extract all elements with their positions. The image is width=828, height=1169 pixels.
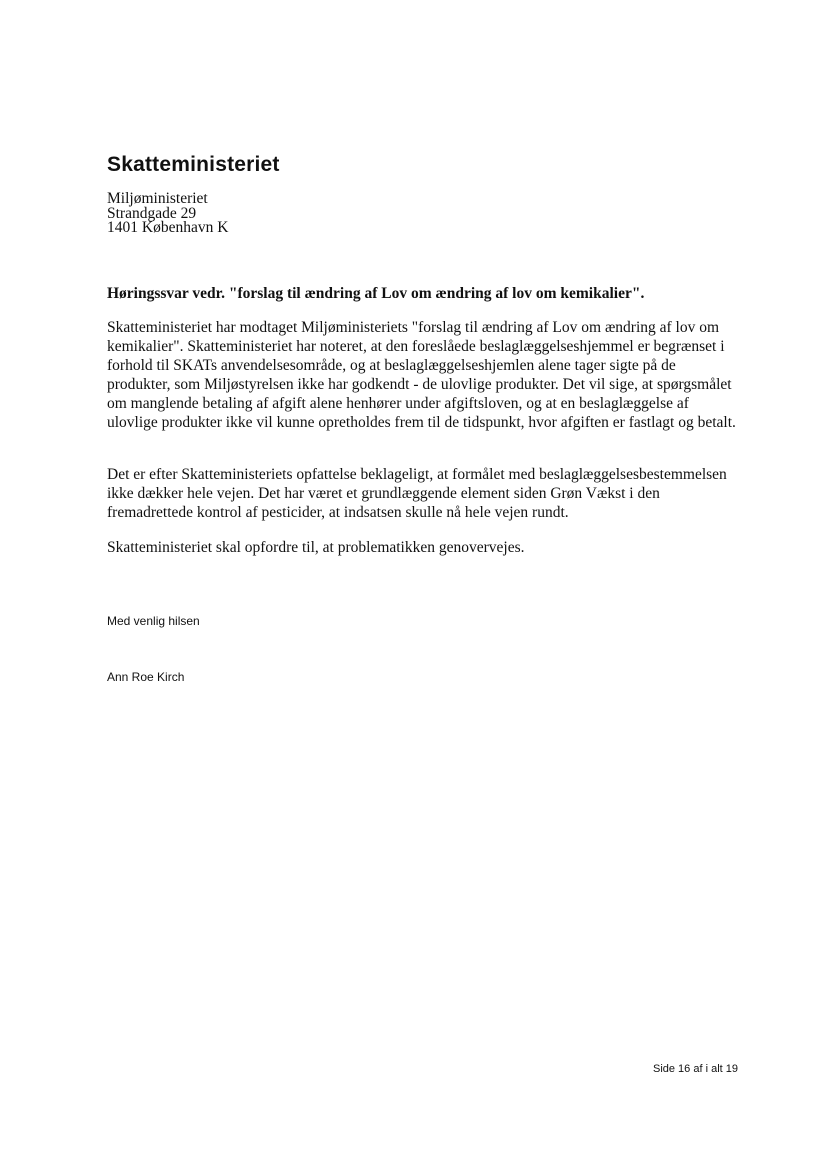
body-paragraph-1: Skatteministeriet har modtaget Miljøministeriets "forslag til ændring af Lov om ændring af lov om kemikalier". Skatteministeriet har noteret, at den foreslåede beslaglæggelseshjemmel er begrænset i forhold til SKATs anvendelsesområde, og at beslaglæggelseshjemlen alene tager sigte på de produkter, som Miljøstyrelsen ikke har godkendt - de ulovlige produkter. Det vil sige, at spørgsmålet om manglende betaling af afgift alene henhører under afgiftsloven, og at en beslaglæggelse af ulovlige produkter ikke vil kunne opretholdes frem til de tidspunkt, hvor afgiften er fastlagt og betalt. bbox=[107, 319, 736, 431]
body-paragraph-2: Det er efter Skatteministeriets opfattelse beklageligt, at formålet med beslaglæggelsesbestemmelsen ikke dækker hele vejen. Det har været et grundlæggende element siden Grøn Vækst i den fremadrettede kontrol af pesticider, at indsatsen skulle nå hele vejen rundt. bbox=[107, 466, 727, 521]
recipient-name: Miljøministeriet bbox=[107, 190, 208, 207]
page-number: Side 16 af i alt 19 bbox=[652, 1063, 738, 1075]
subject-line: Høringssvar vedr. "forslag til ændring af Lov om ændring af lov om kemikalier". bbox=[107, 285, 645, 302]
closing-greeting: Med venlig hilsen bbox=[107, 614, 200, 628]
recipient-street: Strandgade 29 bbox=[107, 204, 197, 222]
signature-name: Ann Roe Kirch bbox=[107, 670, 185, 684]
recipient-address bbox=[107, 192, 228, 236]
sender-heading: Skatteministeriet bbox=[107, 153, 280, 176]
recipient-city: 1401 København K bbox=[107, 219, 229, 236]
body-paragraph-3: Skatteministeriet skal opfordre til, at problematikken genovervejes. bbox=[107, 539, 525, 556]
